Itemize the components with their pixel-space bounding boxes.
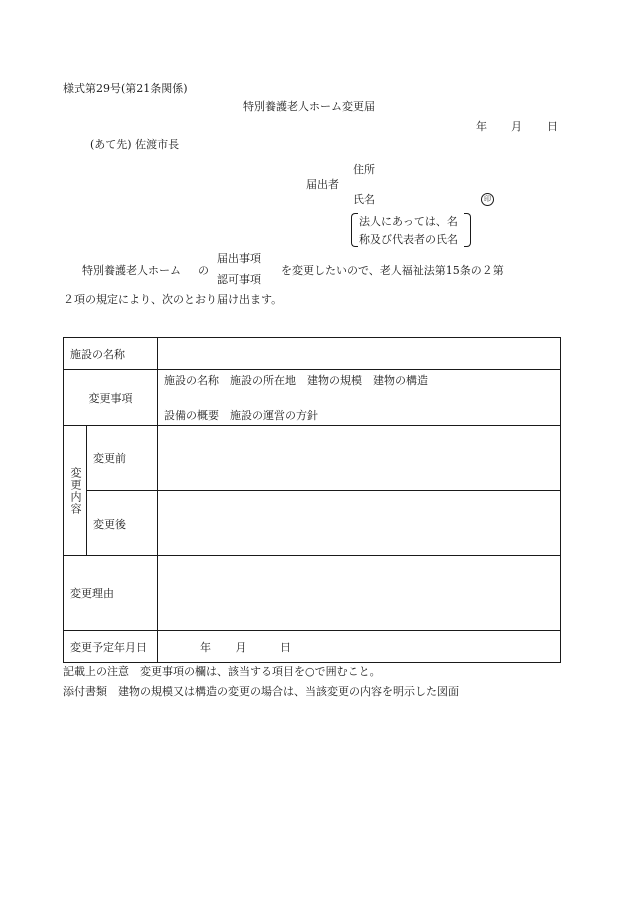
change-content-label-cell xyxy=(64,426,87,556)
planned-date-label: 変更予定年月日 xyxy=(64,631,158,663)
form-number: 様式第29号(第21条関係) xyxy=(63,82,188,95)
change-items-row1: 施設の名称 施設の所在地 建物の規模 建物の構造 xyxy=(164,374,428,387)
statement-no: の xyxy=(198,264,209,277)
facility-name-field[interactable] xyxy=(158,338,561,370)
notifier-label: 届出者 xyxy=(306,178,339,191)
statement-option-approve: 認可事項 xyxy=(217,273,261,286)
after-field[interactable] xyxy=(158,491,561,556)
after-label: 変更後 xyxy=(87,491,158,556)
table-row xyxy=(64,491,561,556)
date-year-label: 年 xyxy=(476,120,487,133)
corp-note-line2: 称及び代表者の氏名 xyxy=(359,233,458,246)
date-day-label: 日 xyxy=(547,120,558,133)
table-row xyxy=(64,426,561,491)
change-items-label: 変更事項 xyxy=(64,370,158,426)
change-form-table xyxy=(63,337,561,663)
change-items-options[interactable] xyxy=(158,370,561,426)
addressee: (あて先) 佐渡市長 xyxy=(90,138,180,151)
left-bracket xyxy=(351,213,358,247)
date-month-label: 月 xyxy=(511,120,522,133)
table-row xyxy=(64,370,561,426)
table-row xyxy=(64,631,561,663)
page-title: 特別養護老人ホーム変更届 xyxy=(243,100,375,113)
address-label: 住所 xyxy=(353,163,375,176)
planned-year-label: 年 xyxy=(200,640,211,654)
table-row xyxy=(64,338,561,370)
before-field[interactable] xyxy=(158,426,561,491)
before-label: 変更前 xyxy=(87,426,158,491)
planned-date-field[interactable] xyxy=(158,631,561,663)
statement-option-notify: 届出事項 xyxy=(217,252,261,265)
right-bracket xyxy=(464,213,471,247)
note-attachments: 添付書類 建物の規模又は構造の変更の場合は、当該変更の内容を明示した図面 xyxy=(63,685,459,698)
statement-suffix: を変更したいので、老人福祉法第15条の２第 xyxy=(281,264,504,277)
reason-field[interactable] xyxy=(158,556,561,631)
planned-month-label: 月 xyxy=(235,640,247,654)
note-instructions: 記載上の注意 変更事項の欄は、該当する項目を○で囲むこと。 xyxy=(63,665,381,678)
statement-prefix: 特別養護老人ホーム xyxy=(82,264,181,277)
planned-day-label: 日 xyxy=(280,640,291,654)
statement-line2: ２項の規定により、次のとおり届け出ます。 xyxy=(63,293,283,306)
corp-note-line1: 法人にあっては、名 xyxy=(359,215,458,228)
facility-name-label: 施設の名称 xyxy=(64,338,158,370)
name-label: 氏名 xyxy=(353,193,375,206)
seal-mark: 印 xyxy=(481,193,494,206)
change-content-label: 変更内容 xyxy=(69,466,82,515)
table-row xyxy=(64,556,561,631)
reason-label: 変更理由 xyxy=(64,556,158,631)
change-items-row2: 設備の概要 施設の運営の方針 xyxy=(164,409,318,422)
